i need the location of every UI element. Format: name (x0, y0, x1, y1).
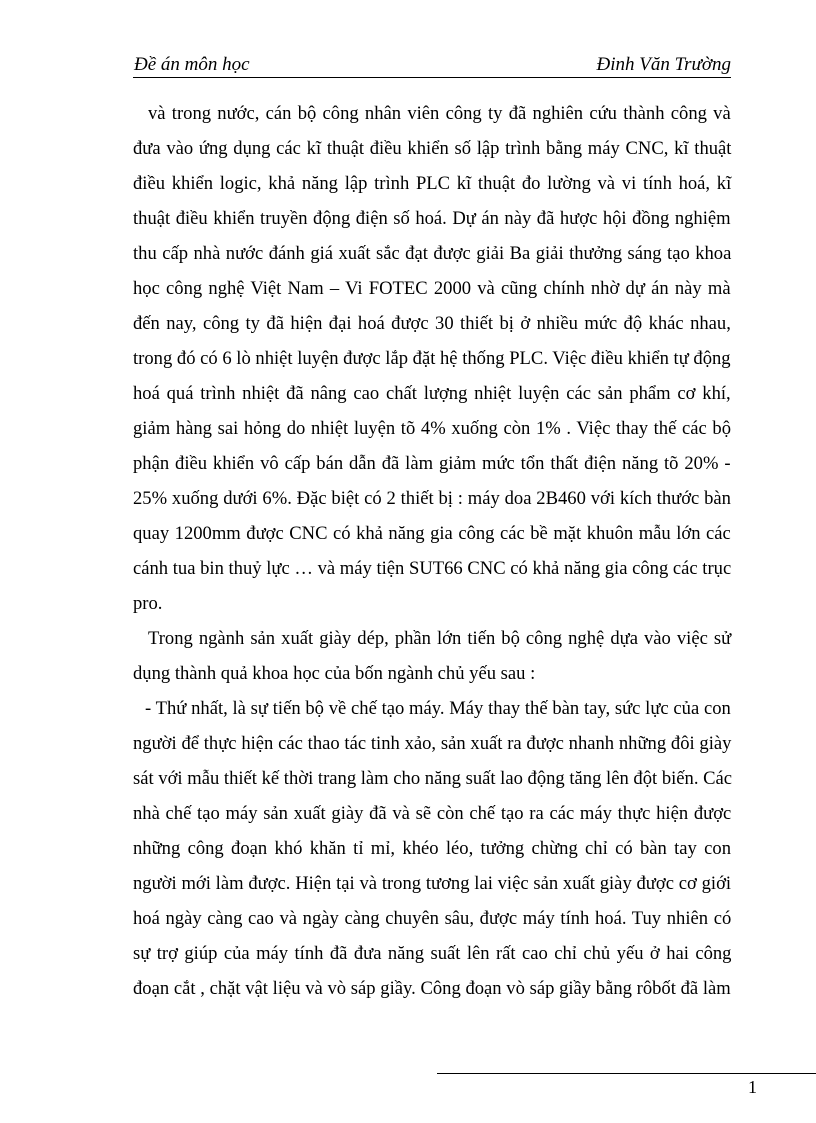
body-line: pro. (133, 593, 163, 614)
body-line: trong đó có 6 lò nhiệt luyện được lắp đặt hệ thống PLC. Việc điều khiển tự động (133, 348, 731, 369)
body-line: đến nay, công ty đã hiện đại hoá được 30 thiết bị ở nhiều mức độ khác nhau, (133, 313, 731, 334)
header-right-text: Đinh Văn Trường (596, 54, 731, 75)
body-line: và trong nước, cán bộ công nhân viên công ty đã nghiên cứu thành công và (148, 103, 731, 124)
body-line: sát với mẫu thiết kế thời trang làm cho năng suất lao động tăng lên đột biến. Các (133, 768, 733, 789)
body-line: điều khiển logic, khả năng lập trình PLC kĩ thuật đo lường và vi tính hoá, kĩ (133, 173, 732, 194)
body-line: cánh tua bin thuỷ lực … và máy tiện SUT66 CNC có khả năng gia công các trục (133, 558, 732, 579)
footer-rule (437, 1073, 816, 1074)
body-line: thu cấp nhà nước đánh giá xuất sắc đạt được giải Ba giải thưởng sáng tạo khoa (133, 243, 732, 264)
header-left-text: Đề án môn học (134, 54, 250, 75)
page-header (133, 50, 731, 78)
body-line: Trong ngành sản xuất giày dép, phần lớn tiến bộ công nghệ dựa vào việc sử (148, 628, 732, 649)
body-line: - Thứ nhất, là sự tiến bộ về chế tạo máy. Máy thay thế bàn tay, sức lực của con (145, 698, 731, 719)
body-line: người để thực hiện các thao tác tinh xảo, sản xuất ra được nhanh những đôi giày (133, 733, 732, 754)
body-line: nhà chế tạo máy sản xuất giày đã và sẽ còn chế tạo ra các máy thực hiện được (133, 803, 732, 824)
body-line: dụng thành quả khoa học của bốn ngành chủ yếu sau : (133, 663, 536, 684)
body-line: những công đoạn khó khăn tỉ mỉ, khéo léo, tưởng chừng chỉ có bàn tay con (133, 838, 731, 859)
body-line: 25% xuống dưới 6%. Đặc biệt có 2 thiết bị : máy doa 2B460 với kích thước bàn (133, 488, 731, 509)
body-line: giảm hàng sai hỏng do nhiệt luyện tõ 4% xuống còn 1% . Việc thay thế các bộ (133, 418, 732, 439)
page-number: 1 (748, 1077, 757, 1097)
body-line: học công nghệ Việt Nam – Vi FOTEC 2000 và cũng chính nhờ dự án này mà (133, 278, 731, 299)
body-line: hoá quá trình nhiệt đã nâng cao chất lượng nhiệt luyện các sản phẩm cơ khí, (133, 383, 731, 404)
body-line: đoạn cắt , chặt vật liệu và vò sáp giầy. Công đoạn vò sáp giầy bằng rôbốt đã làm (133, 978, 731, 999)
body-line: người mới làm được. Hiện tại và trong tương lai việc sản xuất giày được cơ giới (133, 873, 732, 894)
body-line: đưa vào ứng dụng các kĩ thuật điều khiển số lập trình bằng máy CNC, kĩ thuật (133, 138, 732, 159)
body-line: sự trợ giúp của máy tính đã đưa năng suất lên rất cao chỉ chủ yếu ở hai công (133, 943, 732, 964)
header-rule (133, 77, 731, 78)
body-line: quay 1200mm được CNC có khả năng gia công các bề mặt khuôn mẫu lớn các (133, 523, 731, 544)
body-line: phận điều khiển vô cấp bán dẫn đã làm giảm mức tổn thất điện năng tõ 20% - (133, 453, 731, 474)
body-line: thuật điều khiển truyền động điện số hoá. Dự án này đã hược hội đồng nghiệm (133, 208, 731, 229)
body-line: hoá ngày càng cao và ngày càng chuyên sâu, được máy tính hoá. Tuy nhiên có (133, 908, 732, 929)
